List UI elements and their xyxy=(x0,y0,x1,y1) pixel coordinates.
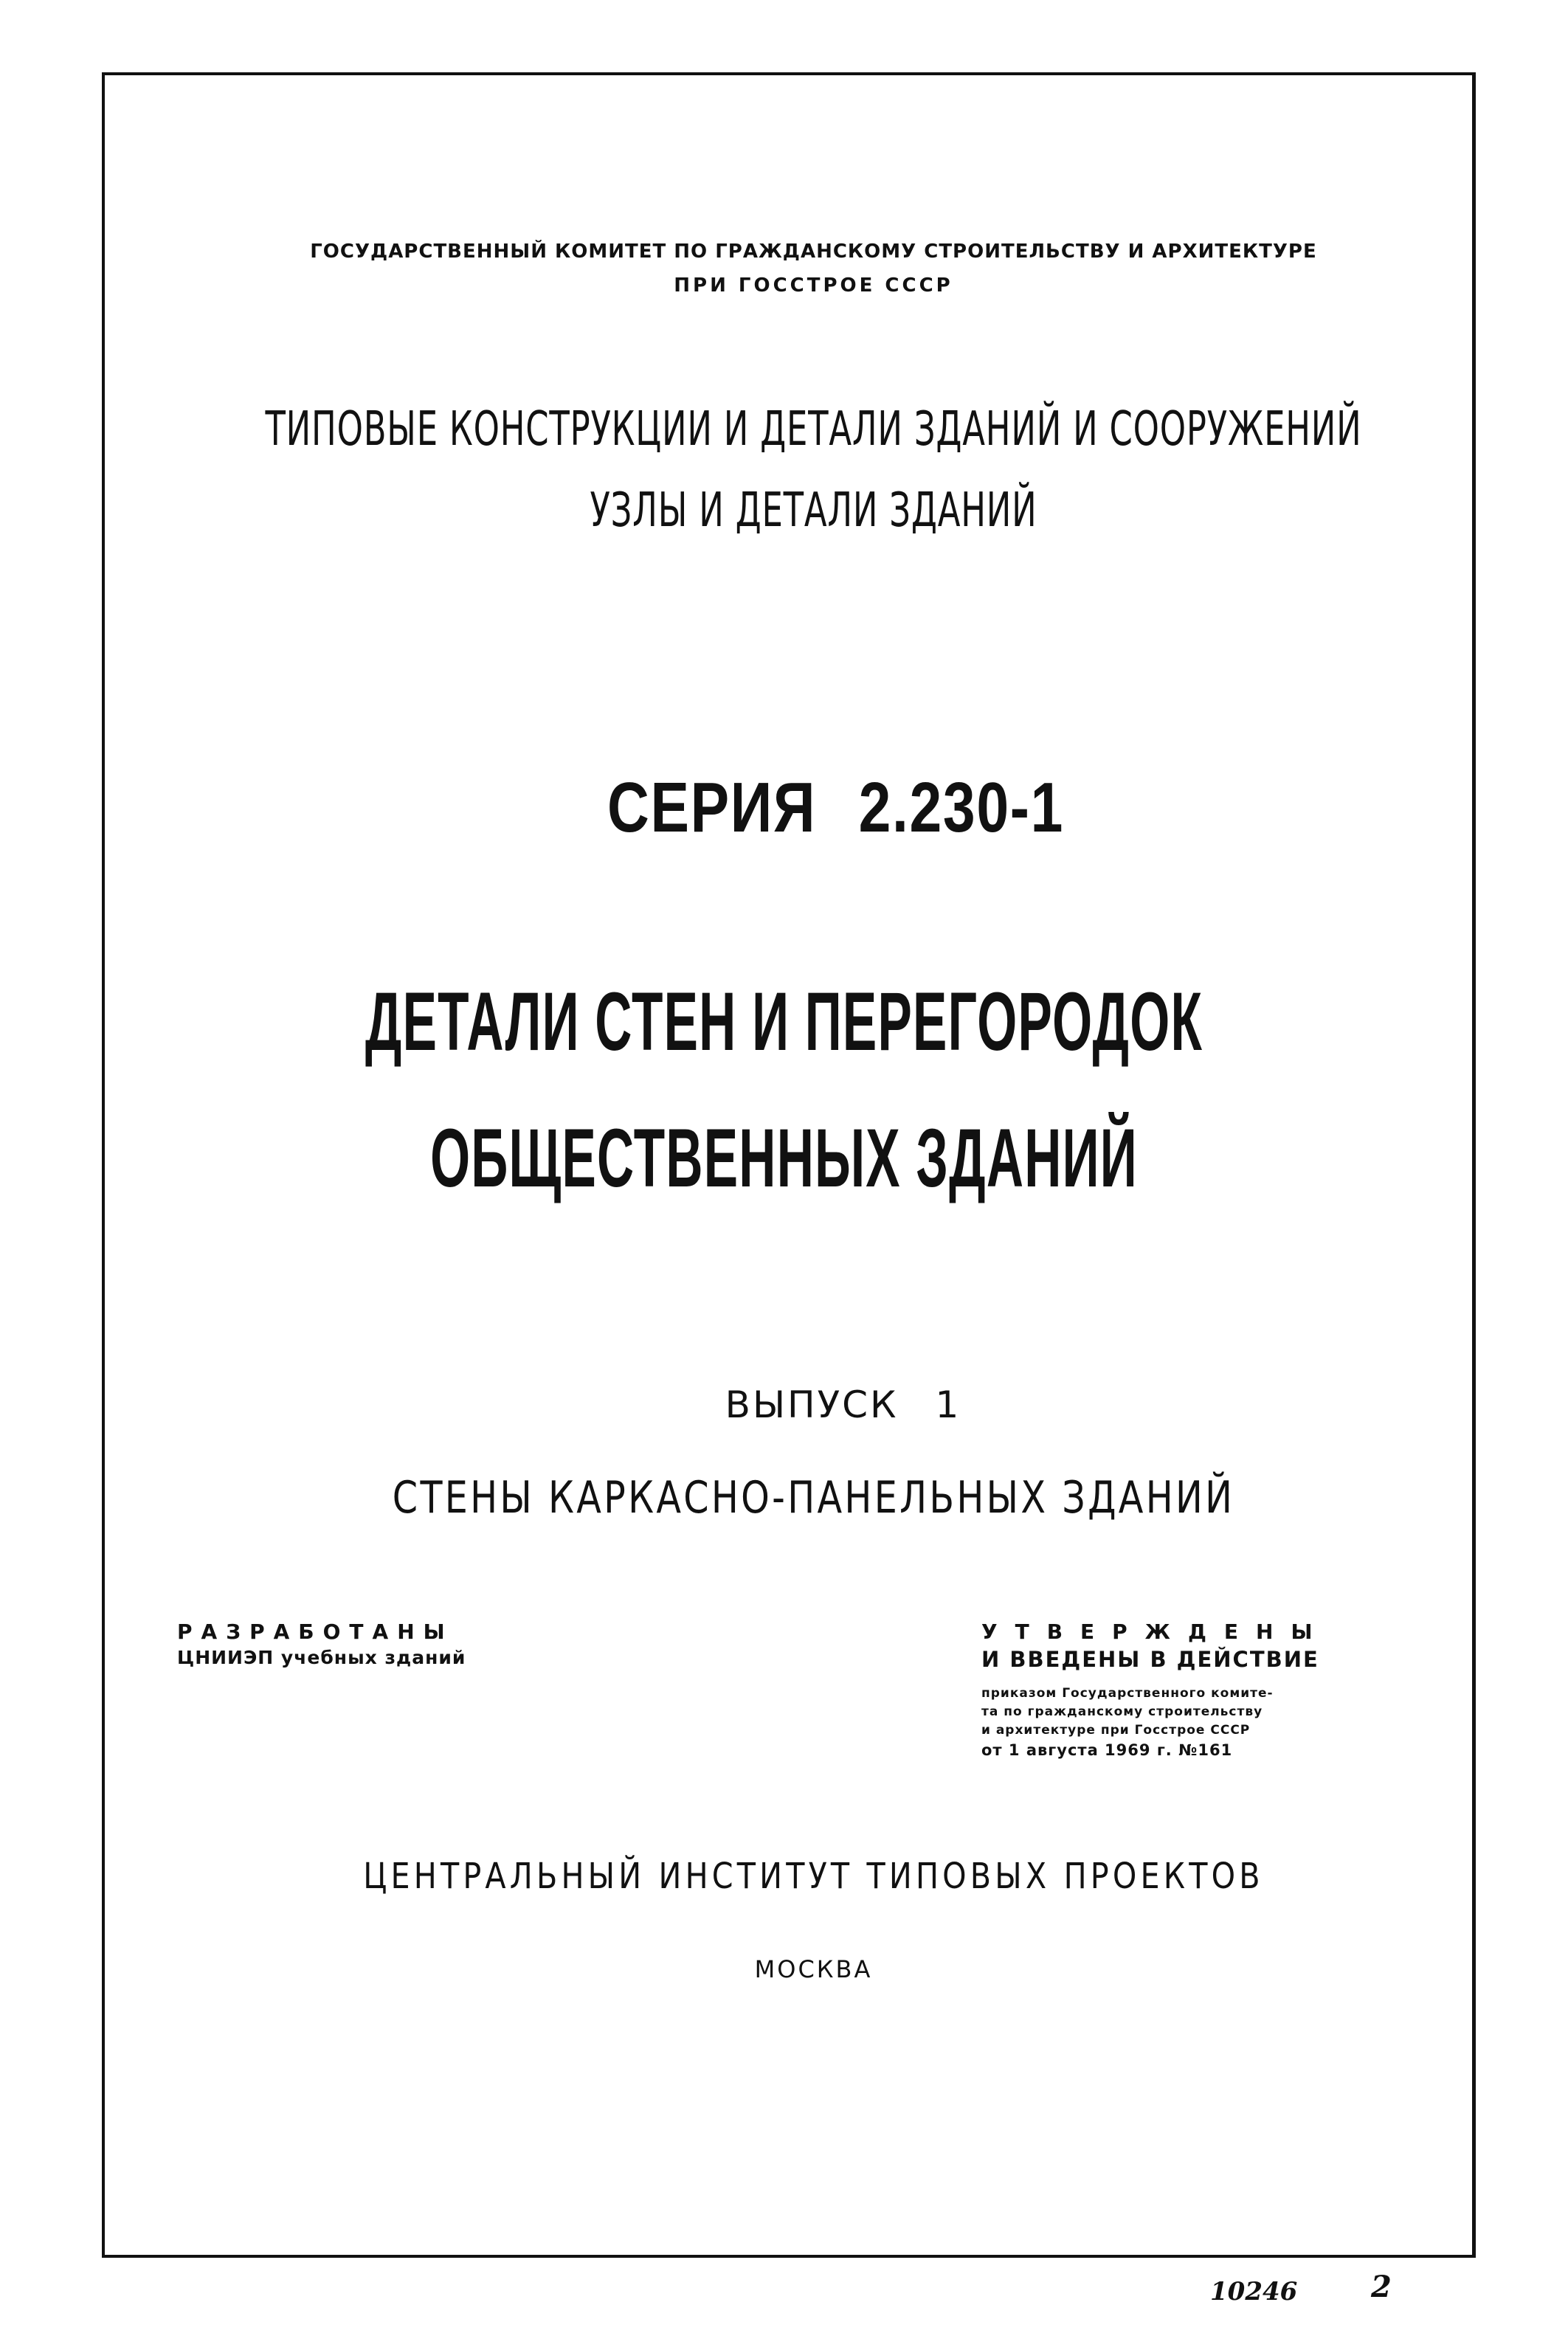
approved-order-date: от 1 августа 1969 г. №161 xyxy=(981,1741,1233,1759)
developed-label: РАЗРАБОТАНЫ xyxy=(177,1620,454,1644)
approved-label: УТВЕРЖДЕНЫ xyxy=(981,1620,1330,1644)
approved-order-line-1: приказом Государственного комите- xyxy=(981,1686,1274,1701)
main-title-line-2: ОБЩЕСТВЕННЫХ ЗДАНИЙ xyxy=(430,1112,1138,1204)
page-number: 2 xyxy=(1371,2270,1392,2304)
publisher-institute: ЦЕНТРАЛЬНЫЙ ИНСТИТУТ ТИПОВЫХ ПРОЕКТОВ xyxy=(363,1856,1264,1897)
collection-title-line-1: ТИПОВЫЕ КОНСТРУКЦИИ И ДЕТАЛИ ЗДАНИЙ И СООРУЖЕНИЙ xyxy=(265,402,1362,457)
approved-subtitle: И ВВЕДЕНЫ В ДЕЙСТВИЕ xyxy=(981,1647,1319,1672)
committee-line-2: ПРИ ГОССТРОЕ СССР xyxy=(674,274,953,297)
series-label: СЕРИЯ xyxy=(607,768,817,847)
collection-title-line-2: УЗЛЫ И ДЕТАЛИ ЗДАНИЙ xyxy=(590,483,1037,538)
main-title-line-1: ДЕТАЛИ СТЕН И ПЕРЕГОРОДОК xyxy=(365,975,1203,1068)
issue-label: ВЫПУСК xyxy=(725,1383,899,1426)
approved-order-line-3: и архитектуре при Госстрое СССР xyxy=(981,1723,1251,1738)
issue-number: 1 xyxy=(935,1383,961,1426)
issue-subtitle: СТЕНЫ КАРКАСНО-ПАНЕЛЬНЫХ ЗДАНИЙ xyxy=(392,1472,1235,1524)
approved-order-line-2: та по гражданскому строительству xyxy=(981,1704,1263,1719)
committee-line-1: ГОСУДАРСТВЕННЫЙ КОМИТЕТ ПО ГРАЖДАНСКОМУ СТРОИТЕЛЬСТВУ И АРХИТЕКТУРЕ xyxy=(310,241,1317,263)
developed-organization: ЦНИИЭП учебных зданий xyxy=(177,1647,466,1668)
publisher-city: МОСКВА xyxy=(754,1955,873,1983)
issue-heading xyxy=(59,1383,1568,1426)
series-number: 2.230-1 xyxy=(858,768,1065,847)
series-heading xyxy=(193,767,1479,849)
inventory-number: 10246 xyxy=(1210,2277,1298,2306)
